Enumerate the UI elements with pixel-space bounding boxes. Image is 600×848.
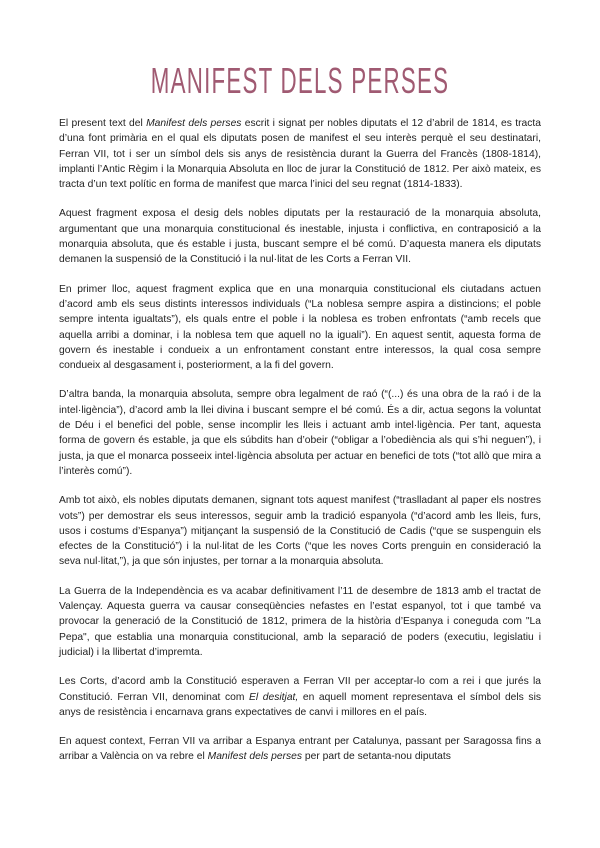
paragraph-8 xyxy=(59,734,541,765)
paragraph-1-text-c: escrit i signat per nobles diputats el 12 d’abril de 1814, es tracta d’una font primària en el qual els diputats posen de manifest el seu interès perquè el seu destinatari, Ferran VII, tot i ser un símbol dels sis anys de resistència durant la Guerra del Francès (1808-1814), implanti l’Antic Règim i la Monarquia Absoluta en lloc de jurar la Constitució de 1812. Per això mateix, es tracta d’un text polític en forma de manifest que marca l’inici del seu regnat (1814-1833). xyxy=(59,118,541,191)
paragraph-6: La Guerra de la Independència es va acabar definitivament l’11 de desembre de 1813 amb el tractat de Valençay. Aquesta guerra va causar conseqüències nefastes en l’estat espanyol, tot i que també va provocar la generació de la Constitució de 1812, primera de la història d’Espanya i coneguda com "La Pepa", que establia una monarquia constitucional, amb la separació de poders (executiu, legislatiu i judicial) i la llibertat d’impremta. xyxy=(59,585,541,658)
paragraph-1-italic-title: Manifest dels perses xyxy=(146,118,242,129)
paragraph-8-text-c: per part de setanta-nou diputats xyxy=(302,751,451,763)
paragraph-1 xyxy=(59,116,541,192)
paragraph-8-text-a: En aquest context, Ferran VII va arribar a Espanya entrant per Catalunya, passant per Saragossa fins a arribar a València on va rebre el xyxy=(59,736,541,763)
paragraph-8-italic-title: Manifest dels perses xyxy=(207,751,303,763)
paragraph-2: Aquest fragment exposa el desig dels nobles diputats per la restauració de la monarquia absoluta, argumentant que una monarquia constitucional és inestable, injusta i conflictiva, en contraposició a la monarquia absoluta, que és estable i justa, buscant sempre el bé comú. D’aquesta manera els diputats demanen la suspensió de la Constitució i la nul·litat de les Corts a Ferran VII. xyxy=(59,208,541,266)
page-title: MANIFEST DELS PERSES xyxy=(150,60,450,101)
paragraph-4: D’altra banda, la monarquia absoluta, sempre obra legalment de raó (“(...) és una obra de la raó i de la intel·ligència”), d’acord amb la llei divina i buscant sempre el bé comú. És a dir, actua segons la voluntat de Déu i el benefici del poble, sense incomplir les lleis i actuant amb intel·ligència. Per tant, aquesta forma de govern és estable, ja que els súbdits han d’obeir (“obligar a l’obediència als qui s’hi neguen”), i justa, ja que el monarca posseeix intel·ligència absoluta per actuar en benefici de tots (“tot allò que mira a l’interès comú”). xyxy=(59,389,541,477)
paragraph-7-text-c: en aquell moment representava el símbol dels sis anys de resistència i encarnava grans expectatives de canvi i millores en el país. xyxy=(59,691,542,718)
paragraph-5: Amb tot això, els nobles diputats demanen, signant tots aquest manifest (“traslladant al paper els nostres vots”) per demostrar els seus interessos, seguir amb la tradició espanyola (“d’acord amb les lleis, furs, usos i costums d’Espanya”) mitjançant la suspensió de la Constitució de Cadis (“que se suspenguin els efectes de la Constitució”) i la nul·litat de les Corts (“que les noves Corts prenguin en consideració la seva nul·litat,”), ja que són injustes, per tornar a la monarquia absoluta. xyxy=(59,495,541,568)
document-body xyxy=(59,116,541,779)
paragraph-7-italic-name: El desitjat, xyxy=(249,691,299,703)
paragraph-7 xyxy=(59,674,541,720)
paragraph-7-text-a: Les Corts, d’acord amb la Constitució esperaven a Ferran VII per acceptar-lo com a rei i que jurés la Constitució. Ferran VII, denominat com xyxy=(59,676,541,703)
paragraph-1-text-a: El present text del xyxy=(59,118,147,129)
paragraph-3: En primer lloc, aquest fragment explica que en una monarquia constitucional els ciutadans actuen d’acord amb els seus distints interessos individuals (“La noblesa sempre aspira a distincions; el poble sempre intenta igualtats”), els quals entre el poble i la noblesa es troben enfrontats (“amb recels que aquella arribi a dominar, i la noblesa tem que aquell no la iguali”). En aquest sentit, aquesta forma de govern és inestable i condueix a un enfrontament constant entre interessos, la qual cosa sempre condueix al desgasament i, posteriorment, a la fi del govern. xyxy=(59,283,541,372)
